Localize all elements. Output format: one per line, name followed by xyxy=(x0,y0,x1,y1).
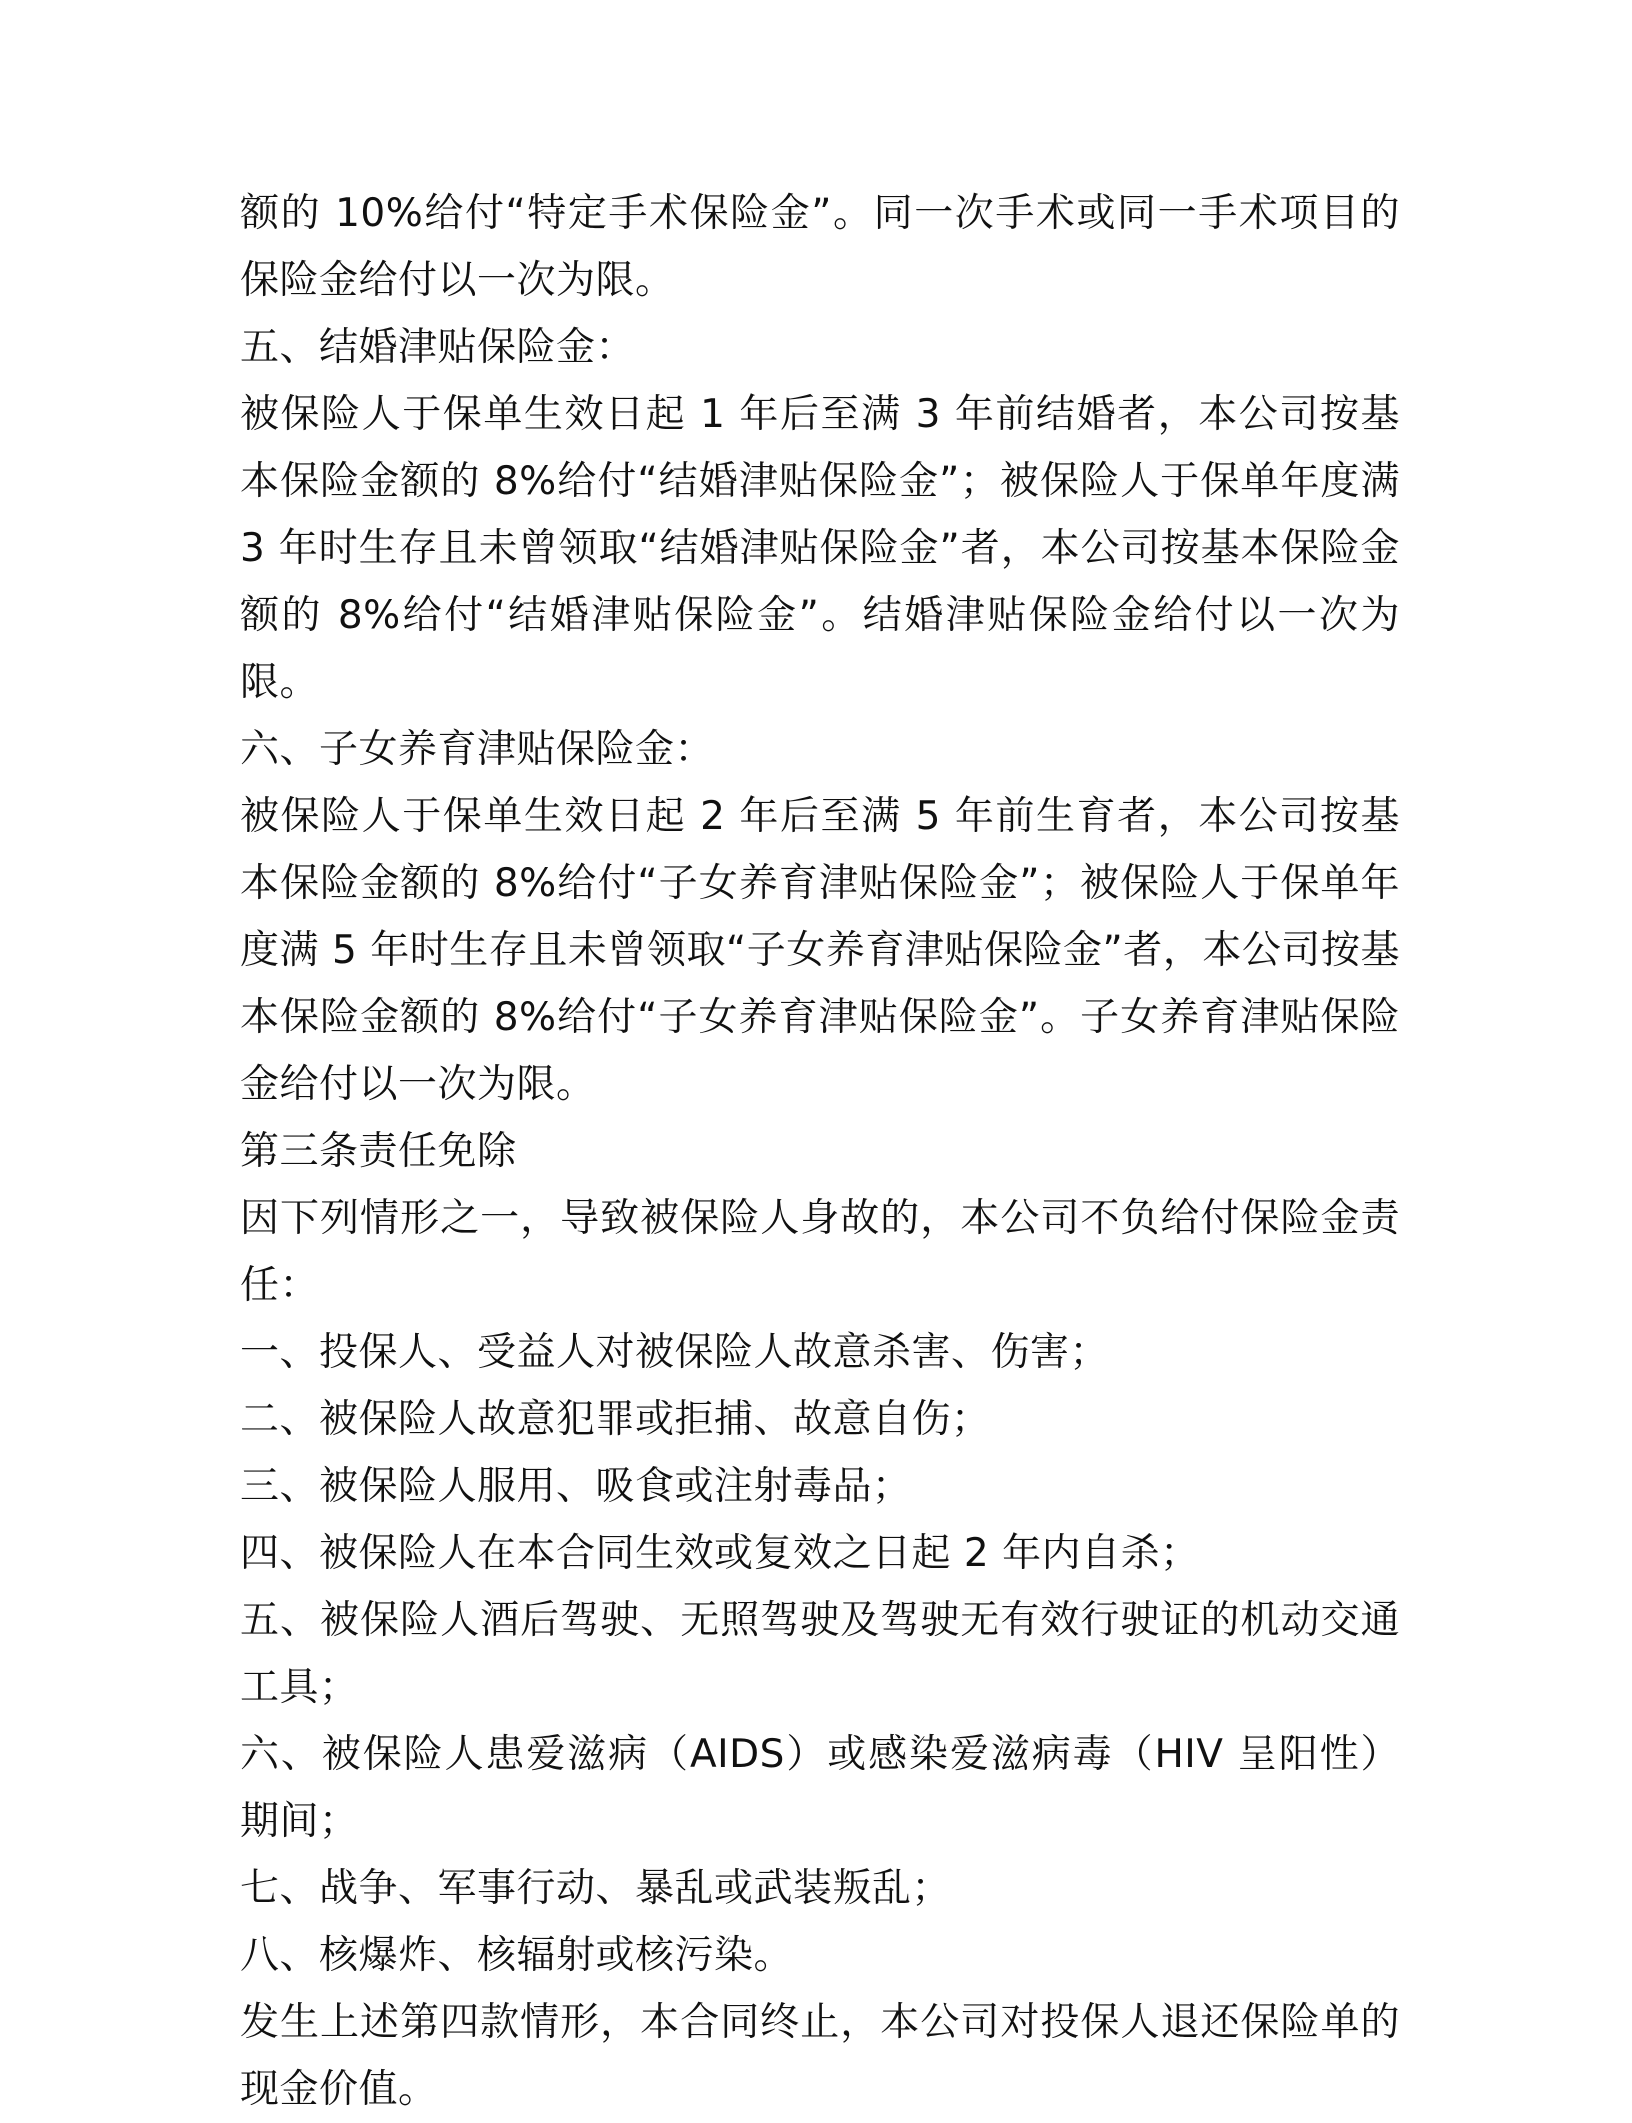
exclusion-item-2: 二、被保险人故意犯罪或拒捕、故意自伤； xyxy=(240,1397,991,1442)
heading-marriage-allowance: 五、结婚津贴保险金： xyxy=(240,325,636,370)
exclusion-item-7: 七、战争、军事行动、暴乱或武装叛乱； xyxy=(240,1866,952,1911)
exclusion-item-4: 四、被保险人在本合同生效或复效之日起 2 年内自杀； xyxy=(240,1531,1200,1576)
paragraph-marriage-allowance: 被保险人于保单生效日起 1 年后至满 3 年前结婚者，本公司按基本保险金额的 8%给付“结婚津贴保险金”；被保险人于保单年度满 3 年时生存且未曾领取“结婚津贴保险金”者，本公司按基本保险金额的 8%给付“结婚津贴保险金”。结婚津贴保险金给付以一次为限。 xyxy=(240,392,1400,705)
exclusion-item-6: 六、被保险人患爱滋病（AIDS）或感染爱滋病毒（HIV 呈阳性）期间； xyxy=(240,1732,1400,1844)
heading-child-allowance: 六、子女养育津贴保险金： xyxy=(240,727,715,772)
paragraph-surgery-continued: 额的 10%给付“特定手术保险金”。同一次手术或同一手术项目的保险金给付以一次为限。 xyxy=(240,191,1400,303)
paragraph-termination-note: 发生上述第四款情形，本合同终止，本公司对投保人退还保险单的现金价值。 xyxy=(240,2000,1400,2112)
document-page xyxy=(240,180,1400,2123)
paragraph-child-allowance: 被保险人于保单生效日起 2 年后至满 5 年前生育者，本公司按基本保险金额的 8%给付“子女养育津贴保险金”；被保险人于保单年度满 5 年时生存且未曾领取“子女养育津贴保险金”者，本公司按基本保险金额的 8%给付“子女养育津贴保险金”。子女养育津贴保险金给付以一次为限。 xyxy=(240,794,1400,1107)
heading-article-3-exclusions: 第三条责任免除 xyxy=(240,1129,517,1174)
exclusion-item-5: 五、被保险人酒后驾驶、无照驾驶及驾驶无有效行驶证的机动交通工具； xyxy=(240,1598,1400,1710)
exclusion-item-1: 一、投保人、受益人对被保险人故意杀害、伤害； xyxy=(240,1330,1110,1375)
paragraph-exclusions-intro: 因下列情形之一，导致被保险人身故的，本公司不负给付保险金责任： xyxy=(240,1196,1400,1308)
exclusion-item-3: 三、被保险人服用、吸食或注射毒品； xyxy=(240,1464,912,1509)
exclusion-item-8: 八、核爆炸、核辐射或核污染。 xyxy=(240,1933,794,1978)
